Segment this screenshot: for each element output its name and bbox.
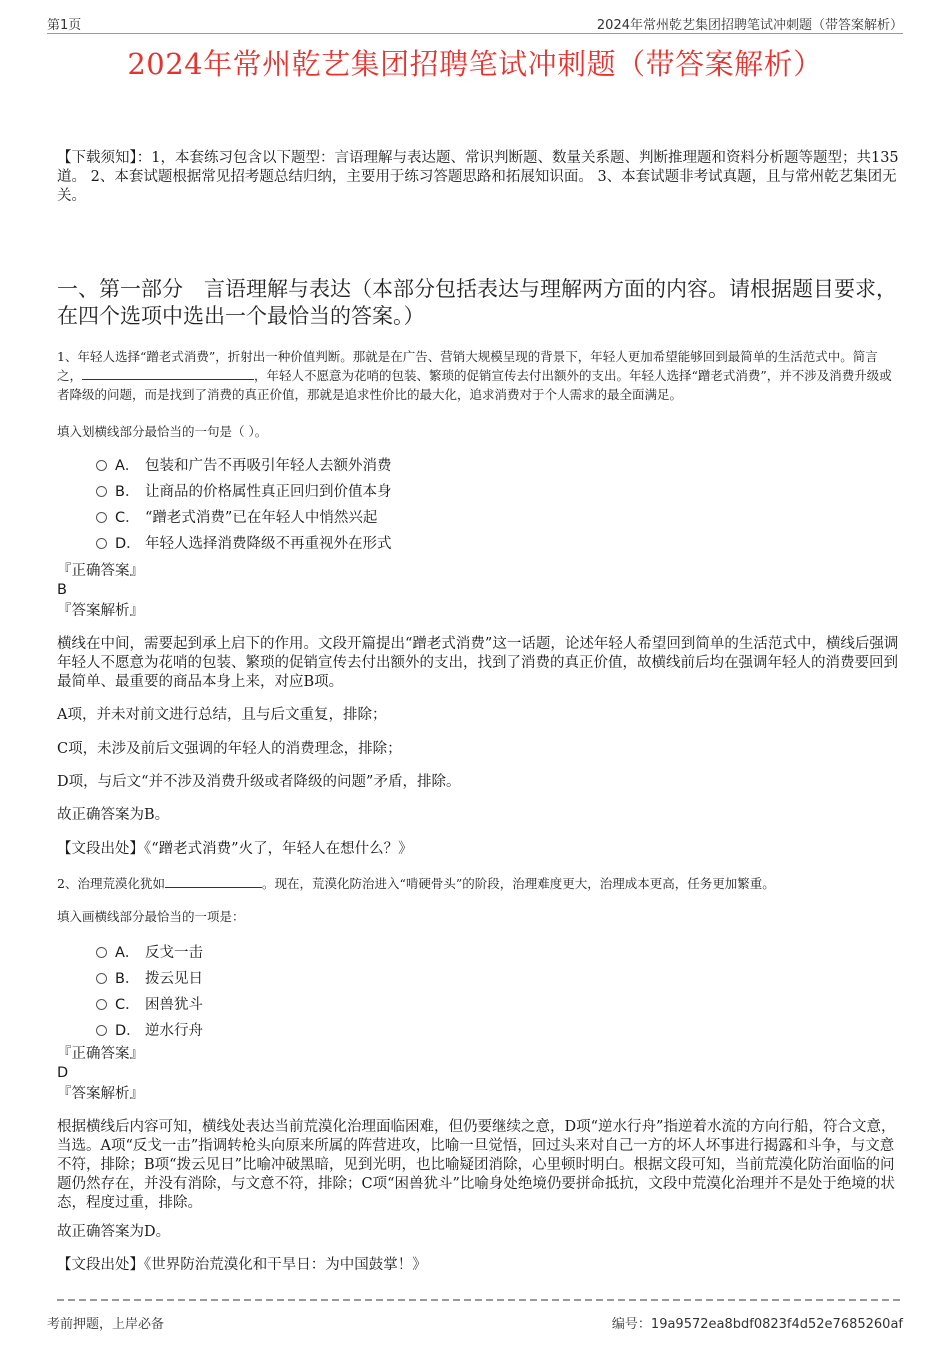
q1-analysis-option-d: D项，与后文“并不涉及消费升级或者降级的问题”矛盾，排除。 xyxy=(57,774,461,790)
q2-answer-heading: 『正确答案』 xyxy=(57,1046,144,1062)
question-1-text-after: ，年轻人不愿意为花哨的包装、繁琐的促销宣传去付出额外的支出。年轻人选择“蹭老式消费”，并不涉及消费升级或者降级的问题，而是找到了消费的真正价值，那就是追求性价比的最大化，追求消费对于个人需求的最全面满足。 xyxy=(57,368,892,402)
radio-button[interactable] xyxy=(96,486,107,497)
question-1-stem xyxy=(57,347,902,404)
q1-correct-answer: B xyxy=(57,582,67,598)
q1-analysis-paragraph: 横线在中间，需要起到承上启下的作用。文段开篇提出“蹭老式消费”这一话题，论述年轻人希望回到简单的生活范式中，横线后强调年轻人不愿意为花哨的包装、繁琐的促销宣传去付出额外的支出，找到了消费的真正价值，故横线前后均在强调年轻人的消费要回到最简单、最重要的商品本身上来，对应B项。 xyxy=(57,636,899,690)
q2-analysis-heading: 『答案解析』 xyxy=(57,1086,144,1102)
question-2-text-before: 2、治理荒漠化犹如 xyxy=(57,876,165,891)
radio-button[interactable] xyxy=(96,999,107,1010)
radio-button[interactable] xyxy=(96,460,107,471)
radio-button[interactable] xyxy=(96,1025,107,1036)
q2-conclusion: 故正确答案为D。 xyxy=(57,1224,171,1240)
q2-option-c[interactable]: C． 困兽犹斗 xyxy=(96,995,203,1015)
q2-correct-answer: D xyxy=(57,1065,69,1081)
question-2-stem xyxy=(57,874,902,893)
question-2-text-after: 。现在，荒漠化防治进入“啃硬骨头”的阶段，治理难度更大，治理成本更高，任务更加繁重。 xyxy=(261,876,775,891)
section-heading: 一、第一部分 言语理解与表达（本部分包括表达与理解两方面的内容。请根据题目要求，在四个选项中选出一个最恰当的答案。） xyxy=(57,277,897,328)
q1-conclusion: 故正确答案为B。 xyxy=(57,807,170,823)
radio-button[interactable] xyxy=(96,973,107,984)
running-header-title: 2024年常州乾艺集团招聘笔试冲刺题（带答案解析） xyxy=(596,18,903,33)
q2-option-a[interactable]: A． 反戈一击 xyxy=(96,943,203,963)
document-title: 2024年常州乾艺集团招聘笔试冲刺题（带答案解析） xyxy=(127,47,823,81)
footer-document-id: 编号：19a9572ea8bdf0823f4d52e7685260af xyxy=(611,1317,903,1332)
q1-option-a[interactable]: A． 包装和广告不再吸引年轻人去额外消费 xyxy=(96,456,392,476)
footer-slogan: 考前押题，上岸必备 xyxy=(47,1317,165,1332)
q1-option-b[interactable]: B． 让商品的价格属性真正回归到价值本身 xyxy=(96,482,392,502)
q1-source: 【文段出处】《“蹭老式消费”火了，年轻人在想什么？》 xyxy=(57,841,413,857)
answer-blank xyxy=(165,875,262,888)
q1-option-d[interactable]: D． 年轻人选择消费降级不再重视外在形式 xyxy=(96,534,392,554)
q1-option-c[interactable]: C． “蹭老式消费”已在年轻人中悄然兴起 xyxy=(96,508,377,528)
radio-button[interactable] xyxy=(96,512,107,523)
radio-button[interactable] xyxy=(96,538,107,549)
q2-analysis-paragraph: 根据横线后内容可知，横线处表达当前荒漠化治理面临困难，但仍要继续之意，D项“逆水行舟”指逆着水流的方向行船，符合文意，当选。A项“反戈一击”指调转枪头向原来所属的阵营进攻，比喻一旦觉悟，回过头来对自己一方的坏人坏事进行揭露和斗争，与文意不符，排除；B项“拨云见日”比喻冲破黑暗，见到光明，也比喻疑团消除，心里顿时明白。根据文段可知，当前荒漠化防治面临的问题仍然存在，并没有消除，与文意不符，排除；C项“困兽犹斗”比喻身处绝境仍要拼命抵抗，文段中荒漠化治理并不是处于绝境的状态，程度过重，排除。 xyxy=(57,1119,896,1211)
q2-source: 【文段出处】《世界防治荒漠化和干旱日：为中国鼓掌！》 xyxy=(57,1257,427,1273)
question-1-prompt: 填入划横线部分最恰当的一句是（ ）。 xyxy=(57,424,268,439)
q1-analysis-option-a: A项，并未对前文进行总结，且与后文重复，排除； xyxy=(57,707,387,723)
download-notice: 【下载须知】：1，本套练习包含以下题型：言语理解与表达题、常识判断题、数量关系题、判断推理题和资料分析题等题型；共135道。 2、本套试题根据常见招考题总结归纳，主要用于练习答题思路和拓展知识面。 3、本套试题非考试真题，且与常州乾艺集团无关。 xyxy=(57,150,899,204)
answer-blank xyxy=(82,367,254,380)
radio-button[interactable] xyxy=(96,947,107,958)
header-rule xyxy=(47,33,903,34)
cut-off-next-question xyxy=(57,1296,902,1302)
page-number: 第1页 xyxy=(47,18,82,33)
q2-option-b[interactable]: B． 拨云见日 xyxy=(96,969,203,989)
question-2-prompt: 填入画横线部分最恰当的一项是： xyxy=(57,909,245,924)
q1-analysis-option-c: C项，未涉及前后文强调的年轻人的消费理念，排除； xyxy=(57,741,402,757)
question-1-text-before: 1、年轻人选择“蹭老式消费”，折射出一种价值判断。那就是在广告、营销大规模呈现的背景下，年轻人更加希望能够回到最简单的生活范式中。简言之， xyxy=(57,349,878,383)
q1-answer-heading: 『正确答案』 xyxy=(57,563,144,579)
q1-analysis-heading: 『答案解析』 xyxy=(57,603,144,619)
q2-option-d[interactable]: D． 逆水行舟 xyxy=(96,1021,203,1041)
